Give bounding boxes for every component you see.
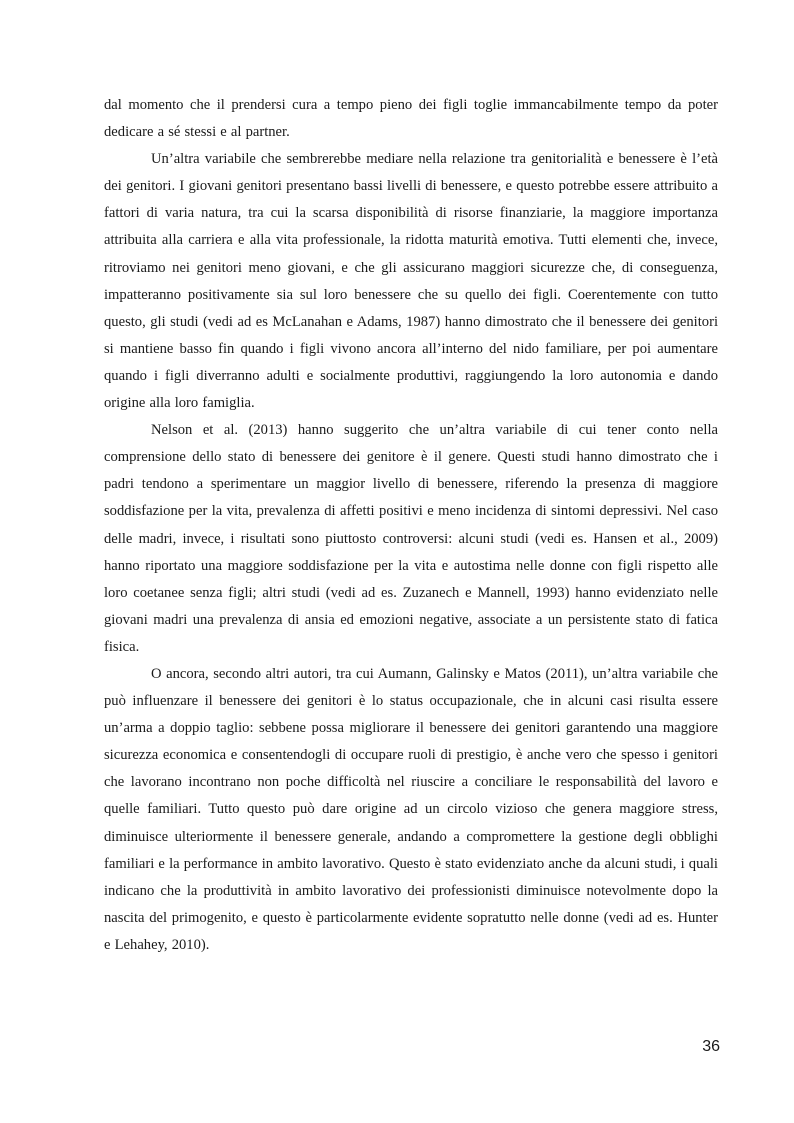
page-number: 36 — [702, 1038, 720, 1055]
body-text — [104, 92, 718, 959]
paragraph-employment-status: O ancora, secondo altri autori, tra cui Aumann, Galinsky e Matos (2011), un’altra variabile che può influenzare il benessere dei genitori è lo status occupazionale, che in alcuni casi risulta essere un’arma a doppio taglio: sebbene possa migliorare il benessere dei genitori garantendo una maggiore sicurezza economica e consentendogli di occupare ruoli di prestigio, è anche vero che spesso i genitori che lavorano incontrano non poche difficoltà nel riuscire a conciliare le responsabilità del lavoro e quelle familiari. Tutto questo può dare origine ad un circolo vizioso che genera maggiore stress, diminuisce ulteriormente il benessere generale, andando a compromettere la gestione degli obblighi familiari e la performance in ambito lavorativo. Questo è stato evidenziato anche da alcuni studi, i quali indicano che la produttività in ambito lavorativo dei professionisti diminuisce notevolmente dopo la nascita del primogenito, e questo è particolarmente evidente sopratutto nelle donne (vedi ad es. Hunter e Lehahey, 2010). — [104, 665, 718, 953]
paragraph-parental-age: Un’altra variabile che sembrerebbe mediare nella relazione tra genitorialità e benessere è l’età dei genitori. I giovani genitori presentano bassi livelli di benessere, e questo potrebbe essere attribuito a fattori di varia natura, tra cui la scarsa disponibilità di risorse finanziarie, la maggiore importanza attribuita alla carriera e alla vita professionale, la ridotta maturità emotiva. Tutti elementi che, invece, ritroviamo nei genitori meno giovani, e che gli assicurano maggiori sicurezze che, di conseguenza, impatteranno positivamente sia sul loro benessere che su quello dei figli. Coerentemente con tutto questo, gli studi (vedi ad es McLanahan e Adams, 1987) hanno dimostrato che il benessere dei genitori si mantiene basso fin quando i figli vivono ancora all’interno del nido familiare, per poi aumentare quando i figli diverranno adulti e socialmente produttivi, raggiungendo la loro autonomia e dando origine alla loro famiglia. — [104, 151, 718, 412]
paragraph-continuation: dal momento che il prendersi cura a tempo pieno dei figli toglie immancabilmente tempo da poter dedicare a sé stessi e al partner. — [104, 97, 718, 141]
paragraph-gender: Nelson et al. (2013) hanno suggerito che un’altra variabile di cui tener conto nella comprensione dello stato di benessere dei genitore è il genere. Questi studi hanno dimostrato che i padri tendono a sperimentare un maggior livello di benessere, riferendo la presenza di maggiore soddisfazione per la vita, prevalenza di affetti positivi e meno incidenza di sintomi depressivi. Nel caso delle madri, invece, i risultati sono piuttosto controversi: alcuni studi (vedi es. Hansen et al., 2009) hanno riportato una maggiore soddisfazione per la vita e autostima nelle donne con figli rispetto alle loro coetanee senza figli; altri studi (vedi ad es. Zuzanech e Mannell, 1993) hanno evidenziato nelle giovani madri una prevalenza di ansia ed emozioni negative, associate a un persistente stato di fatica fisica. — [104, 422, 718, 655]
